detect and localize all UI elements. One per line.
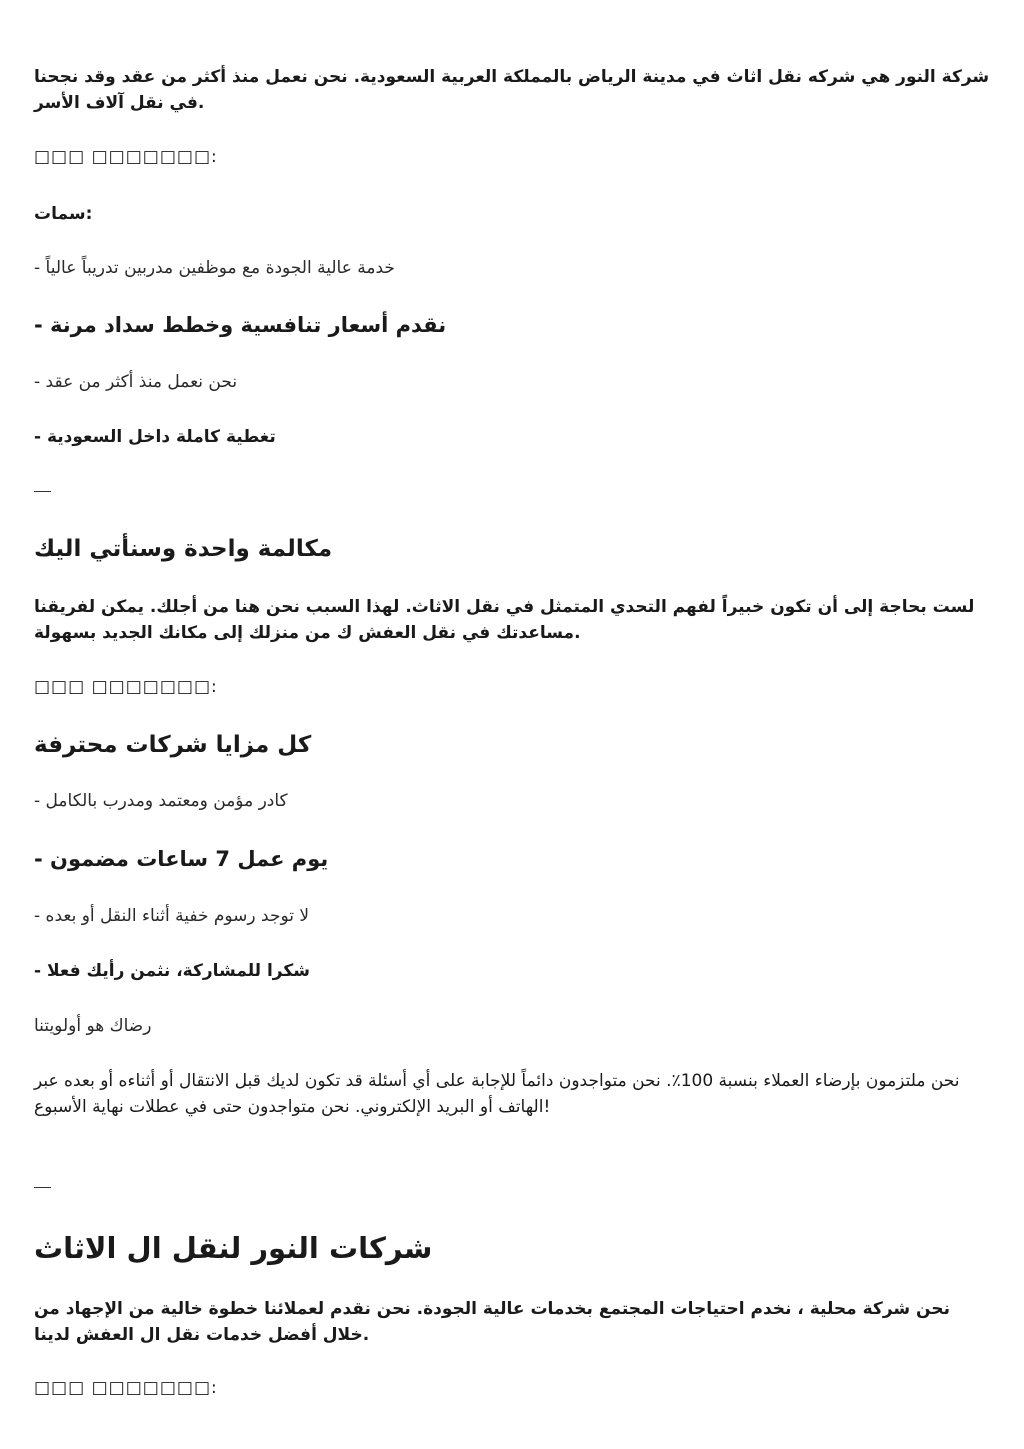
section-one-paragraph: لست بحاجة إلى أن تكون خبيراً لفهم التحدي المتمثل في نقل الاثاث. لهذا السبب نحن هنا من أجلك. يمكن لفريقنا مساعدتك في نقل العفش ك من منزلك إلى مكانك الجديد بسهولة. (34, 597, 975, 643)
feature-item: - تغطية كاملة داخل السعودية (34, 427, 276, 447)
section-three-title: شركات النور لنقل ال الاثاث (34, 1231, 433, 1265)
section-one-label: □□□ □□□□□□□: (34, 677, 218, 697)
section-three-label: □□□ □□□□□□□: (34, 1378, 218, 1398)
divider (34, 1187, 51, 1188)
advantage-item: - شكرا للمشاركة، نثمن رأيك فعلا (34, 961, 310, 981)
intro-label: □□□ □□□□□□□: (34, 147, 218, 167)
feature-item: - خدمة عالية الجودة مع موظفين مدربين تدريباً عالياً (34, 258, 395, 278)
section-one-title: مكالمة واحدة وسنأتي اليك (34, 536, 333, 562)
intro-paragraph: شركة النور هي شركه نقل اثاث في مدينة الرياض بالمملكة العربية السعودية. نحن نعمل منذ أكثر من عقد وقد نجحنا في نقل آلاف الأسر. (34, 67, 990, 113)
divider (34, 491, 51, 492)
features-heading: سمات: (34, 204, 93, 224)
feature-item: - نحن نعمل منذ أكثر من عقد (34, 372, 238, 392)
document-page (34, 0, 990, 1449)
advantage-item: - كادر مؤمن ومعتمد ومدرب بالكامل (34, 791, 288, 811)
advantage-item: - لا توجد رسوم خفية أثناء النقل أو بعده (34, 906, 310, 926)
feature-item: - نقدم أسعار تنافسية وخطط سداد مرنة (34, 313, 447, 337)
advantage-item: - يوم عمل 7 ساعات مضمون (34, 847, 329, 871)
satisfaction-heading: رضاك هو أولويتنا (34, 1016, 152, 1036)
section-two-title: كل مزايا شركات محترفة (34, 732, 312, 758)
section-three-paragraph: نحن شركة محلية ، نخدم احتياجات المجتمع بخدمات عالية الجودة. نحن نقدم لعملائنا خطوة خالية من الإجهاد من خلال أفضل خدمات نقل ال العفش لدينا. (34, 1299, 950, 1345)
satisfaction-paragraph: نحن ملتزمون بإرضاء العملاء بنسبة 100٪. نحن متواجدون دائماً للإجابة على أي أسئلة قد تكون لديك قبل الانتقال أو أثناءه أو بعده عبر الهاتف أو البريد الإلكتروني. نحن متواجدون حتى في عطلات نهاية الأسبوع! (34, 1071, 960, 1117)
